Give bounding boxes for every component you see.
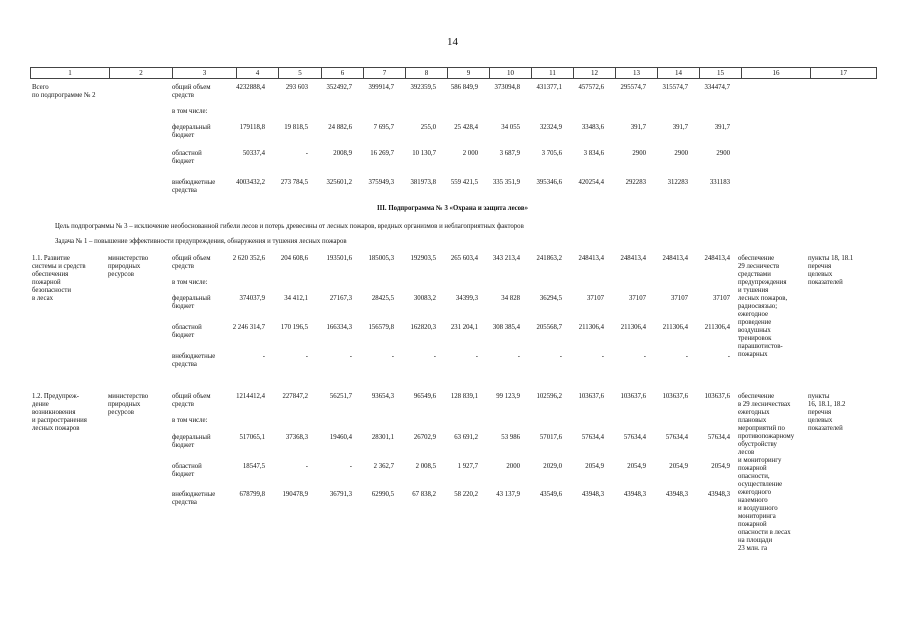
funding-value: 343 213,4: [492, 255, 520, 262]
funding-source-label: федеральный бюджет: [172, 124, 211, 139]
target-indicators: пункты 18, 18.1 перечня целевых показателей: [808, 255, 854, 286]
funding-value: -: [601, 353, 604, 360]
funding-value: 103637,6: [662, 393, 688, 400]
funding-value: 391,7: [630, 124, 646, 131]
funding-value: 391,7: [714, 124, 730, 131]
column-number-6: 6: [322, 68, 364, 79]
funding-value: 162820,3: [410, 324, 436, 331]
funding-value: 7 695,7: [373, 124, 394, 131]
funding-value: 33483,6: [581, 124, 604, 131]
item-name: Всего по подпрограмме № 2: [32, 84, 96, 99]
page-number: 14: [447, 36, 458, 48]
target-indicators: пункты 16, 18.1, 18.2 перечня целевых показателей: [808, 393, 846, 432]
column-number-11: 11: [532, 68, 574, 79]
funding-value: 517065,1: [239, 434, 265, 441]
funding-value: 2054,9: [669, 463, 688, 470]
funding-value: 62990,5: [371, 491, 394, 498]
funding-value: 1214412,4: [236, 393, 265, 400]
column-number-13: 13: [616, 68, 658, 79]
funding-value: 99 123,9: [496, 393, 520, 400]
funding-value: 57634,4: [707, 434, 730, 441]
funding-value: 2 000: [462, 150, 478, 157]
funding-value: 58 220,2: [454, 491, 478, 498]
funding-value: -: [727, 353, 730, 360]
funding-value: 2054,9: [585, 463, 604, 470]
funding-value: 43948,3: [707, 491, 730, 498]
funding-value: -: [305, 150, 308, 157]
funding-value: 1 927,7: [457, 463, 478, 470]
funding-value: 2 246 314,7: [232, 324, 265, 331]
funding-value: 56251,7: [329, 393, 352, 400]
funding-value: 227847,2: [282, 393, 308, 400]
funding-value: 57634,4: [665, 434, 688, 441]
funding-value: 3 687,9: [499, 150, 520, 157]
column-number-9: 9: [448, 68, 490, 79]
item-name: 1.1. Развитие системы и средств обеспечения пожарной безопасности в лесах: [32, 255, 86, 302]
column-number-7: 7: [364, 68, 406, 79]
funding-value: 273 784,5: [280, 179, 308, 186]
funding-value: 420254,4: [578, 179, 604, 186]
funding-value: 43948,3: [581, 491, 604, 498]
funding-value: 57634,4: [623, 434, 646, 441]
funding-value: -: [349, 353, 352, 360]
funding-value: 53 986: [501, 434, 520, 441]
funding-value: 10 130,7: [412, 150, 436, 157]
funding-value: 36791,3: [329, 491, 352, 498]
funding-value: 50337,4: [242, 150, 265, 157]
funding-value: 34 055: [501, 124, 520, 131]
funding-value: 312283: [667, 179, 688, 186]
funding-value: 93654,3: [371, 393, 394, 400]
funding-value: 248413,4: [578, 255, 604, 262]
funding-value: 248413,4: [620, 255, 646, 262]
funding-value: 19460,4: [329, 434, 352, 441]
funding-source-label: общий объем средств: [172, 255, 211, 270]
funding-value: 248413,4: [704, 255, 730, 262]
column-number-5: 5: [279, 68, 322, 79]
funding-value: 36294,5: [539, 295, 562, 302]
funding-value: 375949,3: [368, 179, 394, 186]
funding-value: 325601,2: [326, 179, 352, 186]
funding-value: 392359,5: [410, 84, 436, 91]
funding-value: 128 839,1: [450, 393, 478, 400]
funding-value: 193501,6: [326, 255, 352, 262]
funding-source-label: федеральный бюджет: [172, 295, 211, 310]
column-number-17: 17: [811, 68, 877, 79]
funding-value: 293 603: [285, 84, 308, 91]
funding-value: 2029,0: [543, 463, 562, 470]
funding-value: -: [305, 463, 308, 470]
funding-value: 2900: [674, 150, 688, 157]
column-number-15: 15: [700, 68, 742, 79]
funding-value: 204 608,6: [280, 255, 308, 262]
funding-value: 16 269,7: [370, 150, 394, 157]
funding-value: 28425,5: [371, 295, 394, 302]
funding-source-label: областной бюджет: [172, 324, 202, 339]
funding-value: 373094,8: [494, 84, 520, 91]
funding-value: 34399,3: [455, 295, 478, 302]
funding-value: -: [643, 353, 646, 360]
funding-source-label: в том числе:: [172, 417, 208, 424]
column-number-header: [30, 67, 877, 79]
column-number-3: 3: [173, 68, 237, 79]
funding-value: 18547,5: [242, 463, 265, 470]
funding-value: -: [433, 353, 436, 360]
funding-value: -: [559, 353, 562, 360]
funding-value: 211306,4: [620, 324, 646, 331]
funding-value: 391,7: [672, 124, 688, 131]
funding-value: 63 691,2: [454, 434, 478, 441]
column-number-16: 16: [742, 68, 811, 79]
funding-value: 2900: [632, 150, 646, 157]
item-name: 1.2. Предупреж- дение возникновения и распространения лесных пожаров: [32, 393, 87, 432]
funding-value: 170 196,5: [280, 324, 308, 331]
funding-value: 103637,6: [578, 393, 604, 400]
funding-value: 395346,6: [536, 179, 562, 186]
funding-source-label: в том числе:: [172, 108, 208, 115]
funding-value: 211306,4: [662, 324, 688, 331]
column-number-10: 10: [490, 68, 532, 79]
funding-value: 103637,6: [620, 393, 646, 400]
funding-value: 431377,1: [536, 84, 562, 91]
funding-value: 27167,3: [329, 295, 352, 302]
executor: министерство природных ресурсов: [108, 393, 149, 416]
funding-value: 399914,7: [368, 84, 394, 91]
funding-value: 2000: [506, 463, 520, 470]
funding-source-label: общий объем средств: [172, 393, 211, 408]
funding-value: 24 882,6: [328, 124, 352, 131]
funding-value: -: [475, 353, 478, 360]
funding-value: 2054,9: [711, 463, 730, 470]
funding-value: 381973,8: [410, 179, 436, 186]
funding-value: 4003432,2: [236, 179, 265, 186]
funding-value: 205568,7: [536, 324, 562, 331]
funding-source-label: федеральный бюджет: [172, 434, 211, 449]
funding-value: 248413,4: [662, 255, 688, 262]
column-number-2: 2: [110, 68, 173, 79]
funding-value: 3 705,6: [541, 150, 562, 157]
funding-value: 102596,2: [536, 393, 562, 400]
funding-value: 559 421,5: [450, 179, 478, 186]
funding-value: 241863,2: [536, 255, 562, 262]
goal-text: Цель подпрограммы № 3 – исключение необоснованной гибели лесов и потерь древесины от лесных пожаров, вредных организмов и неблагоприятных факторов: [55, 223, 524, 230]
funding-value: 37107: [587, 295, 604, 302]
funding-source-label: общий объем средств: [172, 84, 211, 99]
funding-value: 185005,3: [368, 255, 394, 262]
funding-value: 2 620 352,6: [232, 255, 265, 262]
column-number-8: 8: [406, 68, 448, 79]
funding-value: 315574,7: [662, 84, 688, 91]
funding-value: 19 818,5: [284, 124, 308, 131]
funding-value: 26702,9: [413, 434, 436, 441]
funding-value: 57017,6: [539, 434, 562, 441]
column-number-1: 1: [31, 68, 110, 79]
funding-value: 192903,5: [410, 255, 436, 262]
funding-value: 67 838,2: [412, 491, 436, 498]
funding-source-label: областной бюджет: [172, 463, 202, 478]
funding-value: 211306,4: [578, 324, 604, 331]
funding-value: 4232888,4: [236, 84, 265, 91]
funding-value: -: [349, 463, 352, 470]
funding-value: 37368,3: [285, 434, 308, 441]
funding-value: 30083,2: [413, 295, 436, 302]
funding-value: 3 834,6: [583, 150, 604, 157]
funding-value: 43948,3: [665, 491, 688, 498]
funding-value: 255,0: [420, 124, 436, 131]
column-number-12: 12: [574, 68, 616, 79]
funding-value: 25 428,4: [454, 124, 478, 131]
expected-result: обеспечение 29 лесничеств средствами предупреждения и тушения лесных пожаров, радиосвязью; ежегодное проведение воздушных тренировок парашютистов- пожарных: [738, 255, 788, 358]
funding-value: 334474,7: [704, 84, 730, 91]
funding-value: 96549,6: [413, 393, 436, 400]
funding-value: -: [391, 353, 394, 360]
funding-value: 34 412,1: [284, 295, 308, 302]
funding-value: 2054,9: [627, 463, 646, 470]
expected-result: обеспечение в 29 лесничествах ежегодных плановых мероприятий по противопожарному обустройству лесов и мониторингу пожарной опасности, осуществление ежегодного наземного и воздушного мониторинга пожарной опасности в лесах на площади 23 млн. га: [738, 393, 795, 552]
executor: министерство природных ресурсов: [108, 255, 149, 278]
funding-value: -: [262, 353, 265, 360]
funding-value: 43948,3: [623, 491, 646, 498]
funding-value: 43549,6: [539, 491, 562, 498]
funding-value: 2 362,7: [373, 463, 394, 470]
funding-value: 265 603,4: [450, 255, 478, 262]
funding-value: 374037,9: [239, 295, 265, 302]
funding-value: 37107: [629, 295, 646, 302]
funding-value: 586 849,9: [450, 84, 478, 91]
column-number-4: 4: [237, 68, 279, 79]
funding-value: 32324,9: [539, 124, 562, 131]
funding-value: 678799,8: [239, 491, 265, 498]
funding-value: -: [305, 353, 308, 360]
funding-value: 352492,7: [326, 84, 352, 91]
funding-value: 190478,9: [282, 491, 308, 498]
funding-source-label: в том числе:: [172, 279, 208, 286]
funding-value: -: [517, 353, 520, 360]
section-title: III. Подпрограмма № 3 «Охрана и защита лесов»: [377, 205, 528, 212]
funding-value: 295574,7: [620, 84, 646, 91]
funding-value: 37107: [713, 295, 730, 302]
funding-value: 2900: [716, 150, 730, 157]
funding-value: 211306,4: [704, 324, 730, 331]
funding-source-label: внебюджетные средства: [172, 179, 216, 194]
funding-value: 28301,1: [371, 434, 394, 441]
funding-value: 331183: [709, 179, 730, 186]
funding-value: -: [685, 353, 688, 360]
funding-source-label: внебюджетные средства: [172, 353, 216, 368]
funding-value: 179118,8: [239, 124, 265, 131]
funding-value: 34 828: [501, 295, 520, 302]
funding-value: 57634,4: [581, 434, 604, 441]
funding-value: 2008,9: [333, 150, 352, 157]
funding-value: 292283: [625, 179, 646, 186]
column-number-14: 14: [658, 68, 700, 79]
funding-value: 308 385,4: [492, 324, 520, 331]
funding-value: 156579,8: [368, 324, 394, 331]
funding-value: 231 204,1: [450, 324, 478, 331]
funding-source-label: областной бюджет: [172, 150, 202, 165]
funding-value: 37107: [671, 295, 688, 302]
funding-value: 457572,6: [578, 84, 604, 91]
funding-value: 166334,3: [326, 324, 352, 331]
funding-value: 103637,6: [704, 393, 730, 400]
funding-value: 2 008,5: [415, 463, 436, 470]
funding-value: 335 351,9: [492, 179, 520, 186]
task-text: Задача № 1 – повышение эффективности предупреждения, обнаружения и тушения лесных пожаров: [55, 238, 347, 245]
funding-source-label: внебюджетные средства: [172, 491, 216, 506]
funding-value: 43 137,9: [496, 491, 520, 498]
